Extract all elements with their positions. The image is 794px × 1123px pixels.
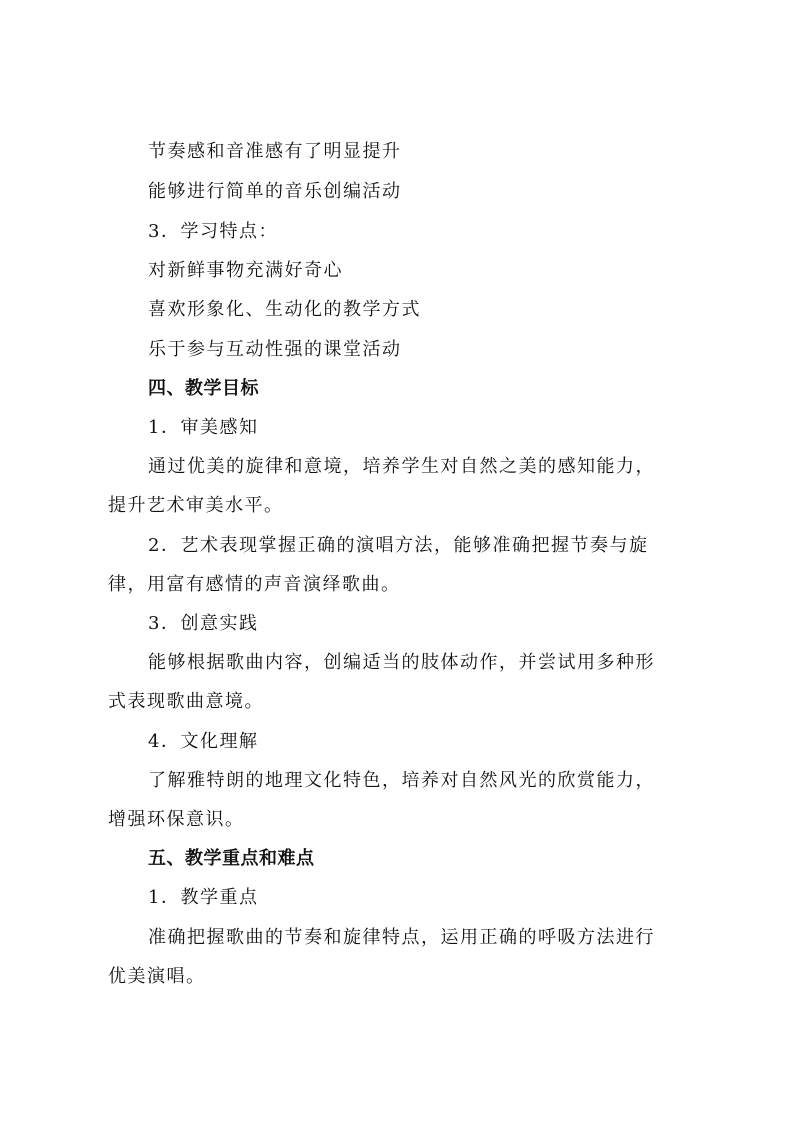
text-line: 了解雅特朗的地理文化特色，培养对自然风光的欣赏能力， xyxy=(148,770,655,791)
subsection-title: 1．教学重点 xyxy=(148,887,259,908)
text-line: 能够进行简单的音乐创编活动 xyxy=(148,181,402,202)
text-line: 乐于参与互动性强的课堂活动 xyxy=(148,339,402,360)
section-heading: 四、教学目标 xyxy=(148,378,259,399)
text-line: 能够根据歌曲内容，创编适当的肢体动作，并尝试用多种形 xyxy=(148,652,655,673)
text-line: 增强环保意识。 xyxy=(108,809,245,830)
text-line: 式表现歌曲意境。 xyxy=(108,691,264,712)
section-heading: 五、教学重点和难点 xyxy=(148,848,315,869)
text-line: 节奏感和音准感有了明显提升 xyxy=(148,141,402,162)
subsection-title: 4．文化理解 xyxy=(148,731,259,752)
text-line: 律，用富有感情的声音演绎歌曲。 xyxy=(108,574,401,595)
subsection-title: 3．创意实践 xyxy=(148,613,259,634)
text-line: 2．艺术表现掌握正确的演唱方法，能够准确把握节奏与旋 xyxy=(148,535,649,556)
text-line: 通过优美的旋律和意境，培养学生对自然之美的感知能力， xyxy=(148,456,655,477)
subsection-title: 1．审美感知 xyxy=(148,417,259,438)
text-line: 3．学习特点： xyxy=(148,221,278,242)
text-line: 提升艺术审美水平。 xyxy=(108,495,284,516)
text-line: 对新鲜事物充满好奇心 xyxy=(148,260,343,281)
text-line: 优美演唱。 xyxy=(108,966,206,987)
text-line: 喜欢形象化、生动化的教学方式 xyxy=(148,299,421,320)
text-line: 准确把握歌曲的节奏和旋律特点，运用正确的呼吸方法进行 xyxy=(148,927,655,948)
